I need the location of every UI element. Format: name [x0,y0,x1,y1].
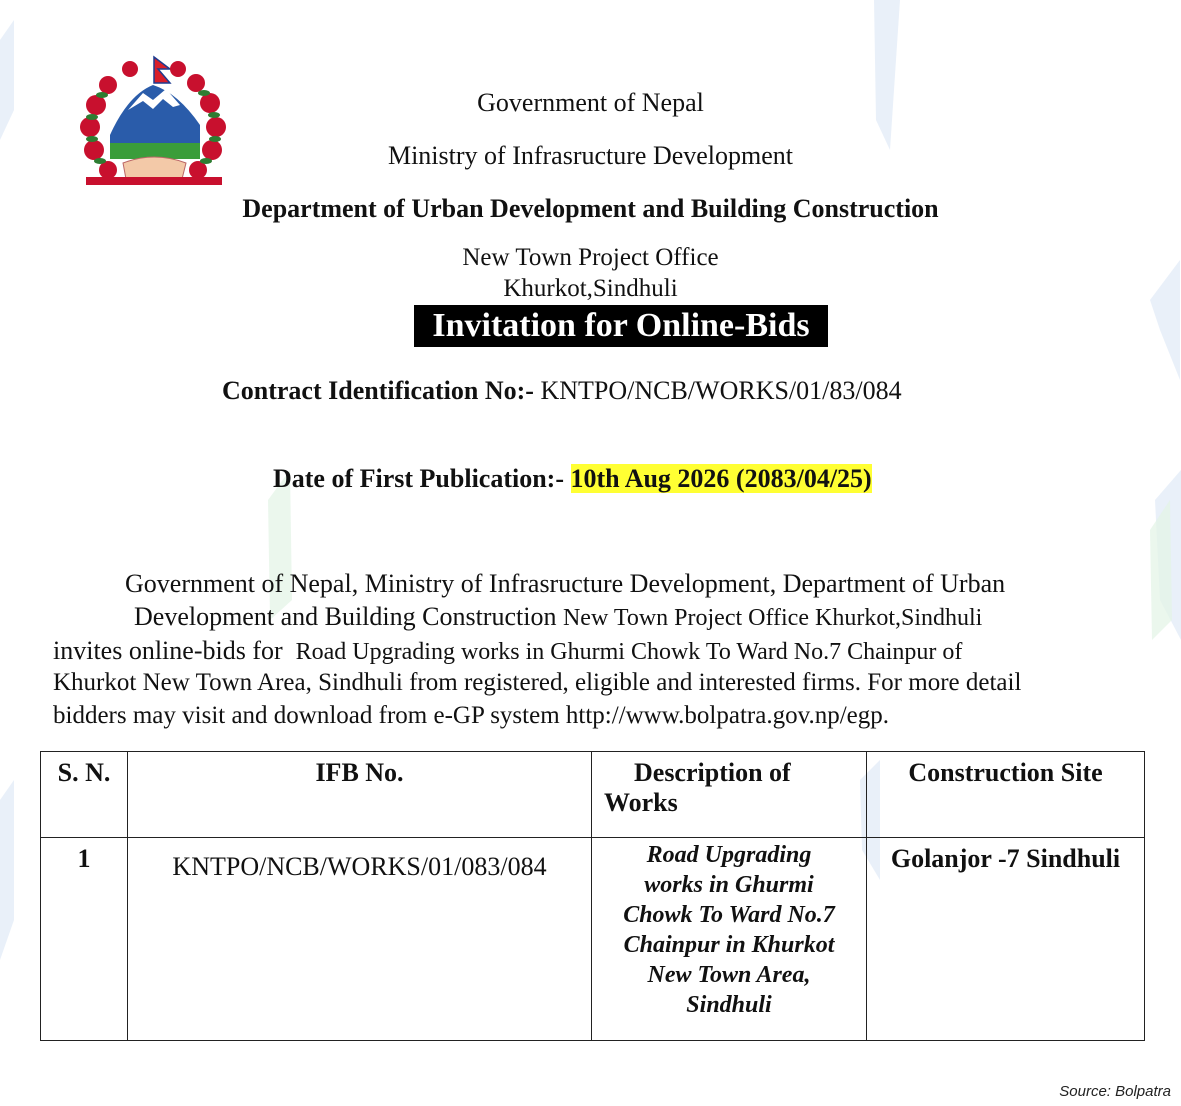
publication-date-line [273,464,872,494]
location-heading: Khurkot,Sindhuli [503,275,678,302]
source-caption: Source: Bolpatra [1059,1083,1171,1100]
cell-ifb: KNTPO/NCB/WORKS/01/083/084 [128,838,592,1041]
government-heading: Government of Nepal [477,88,704,117]
office-heading: New Town Project Office [462,244,719,271]
body-line-5: bidders may visit and download from e-GP system http://www.bolpatra.gov.np/egp. [53,702,889,729]
header-description: Description of Works [592,752,867,838]
contract-id-line [222,376,902,406]
body-line-1: Government of Nepal, Ministry of Infrasructure Development, Department of Urban [125,569,1006,598]
contract-id-value: KNTPO/NCB/WORKS/01/83/084 [540,376,902,405]
publication-date-label: Date of First Publication:- [273,464,565,493]
cell-site: Golanjor -7 Sindhuli [867,838,1145,1041]
publication-date-value: 10th Aug 2026 (2083/04/25) [570,464,872,493]
table-header-row [41,752,1145,838]
ifb-table [40,751,1145,1041]
body-line-2b: New Town Project Office Khurkot,Sindhuli [562,605,983,631]
body-line-3b: Road Upgrading works in Ghurmi Chowk To Ward No.7 Chainpur of [295,639,963,665]
cell-description: Road Upgrading works in Ghurmi Chowk To Ward No.7 Chainpur in Khurkot New Town Area, Sindhuli [592,838,867,1041]
notice-title: Invitation for Online-Bids [414,305,828,347]
department-heading: Department of Urban Development and Building Construction [242,194,939,223]
table-row [41,838,1145,1041]
body-line-4: Khurkot New Town Area, Sindhuli from registered, eligible and interested firms. For more detail [53,669,1022,696]
header-sn: S. N. [41,752,128,838]
body-line-3 [53,636,962,666]
header-ifb: IFB No. [128,752,592,838]
header-site: Construction Site [867,752,1145,838]
body-line-2 [134,602,982,632]
cell-sn: 1 [41,838,128,1041]
ministry-heading: Ministry of Infrasructure Development [387,141,794,170]
body-line-2a: Development and Building Construction [134,602,557,631]
contract-id-label: Contract Identification No:- [222,376,534,405]
body-line-3a: invites online-bids for [53,636,283,665]
